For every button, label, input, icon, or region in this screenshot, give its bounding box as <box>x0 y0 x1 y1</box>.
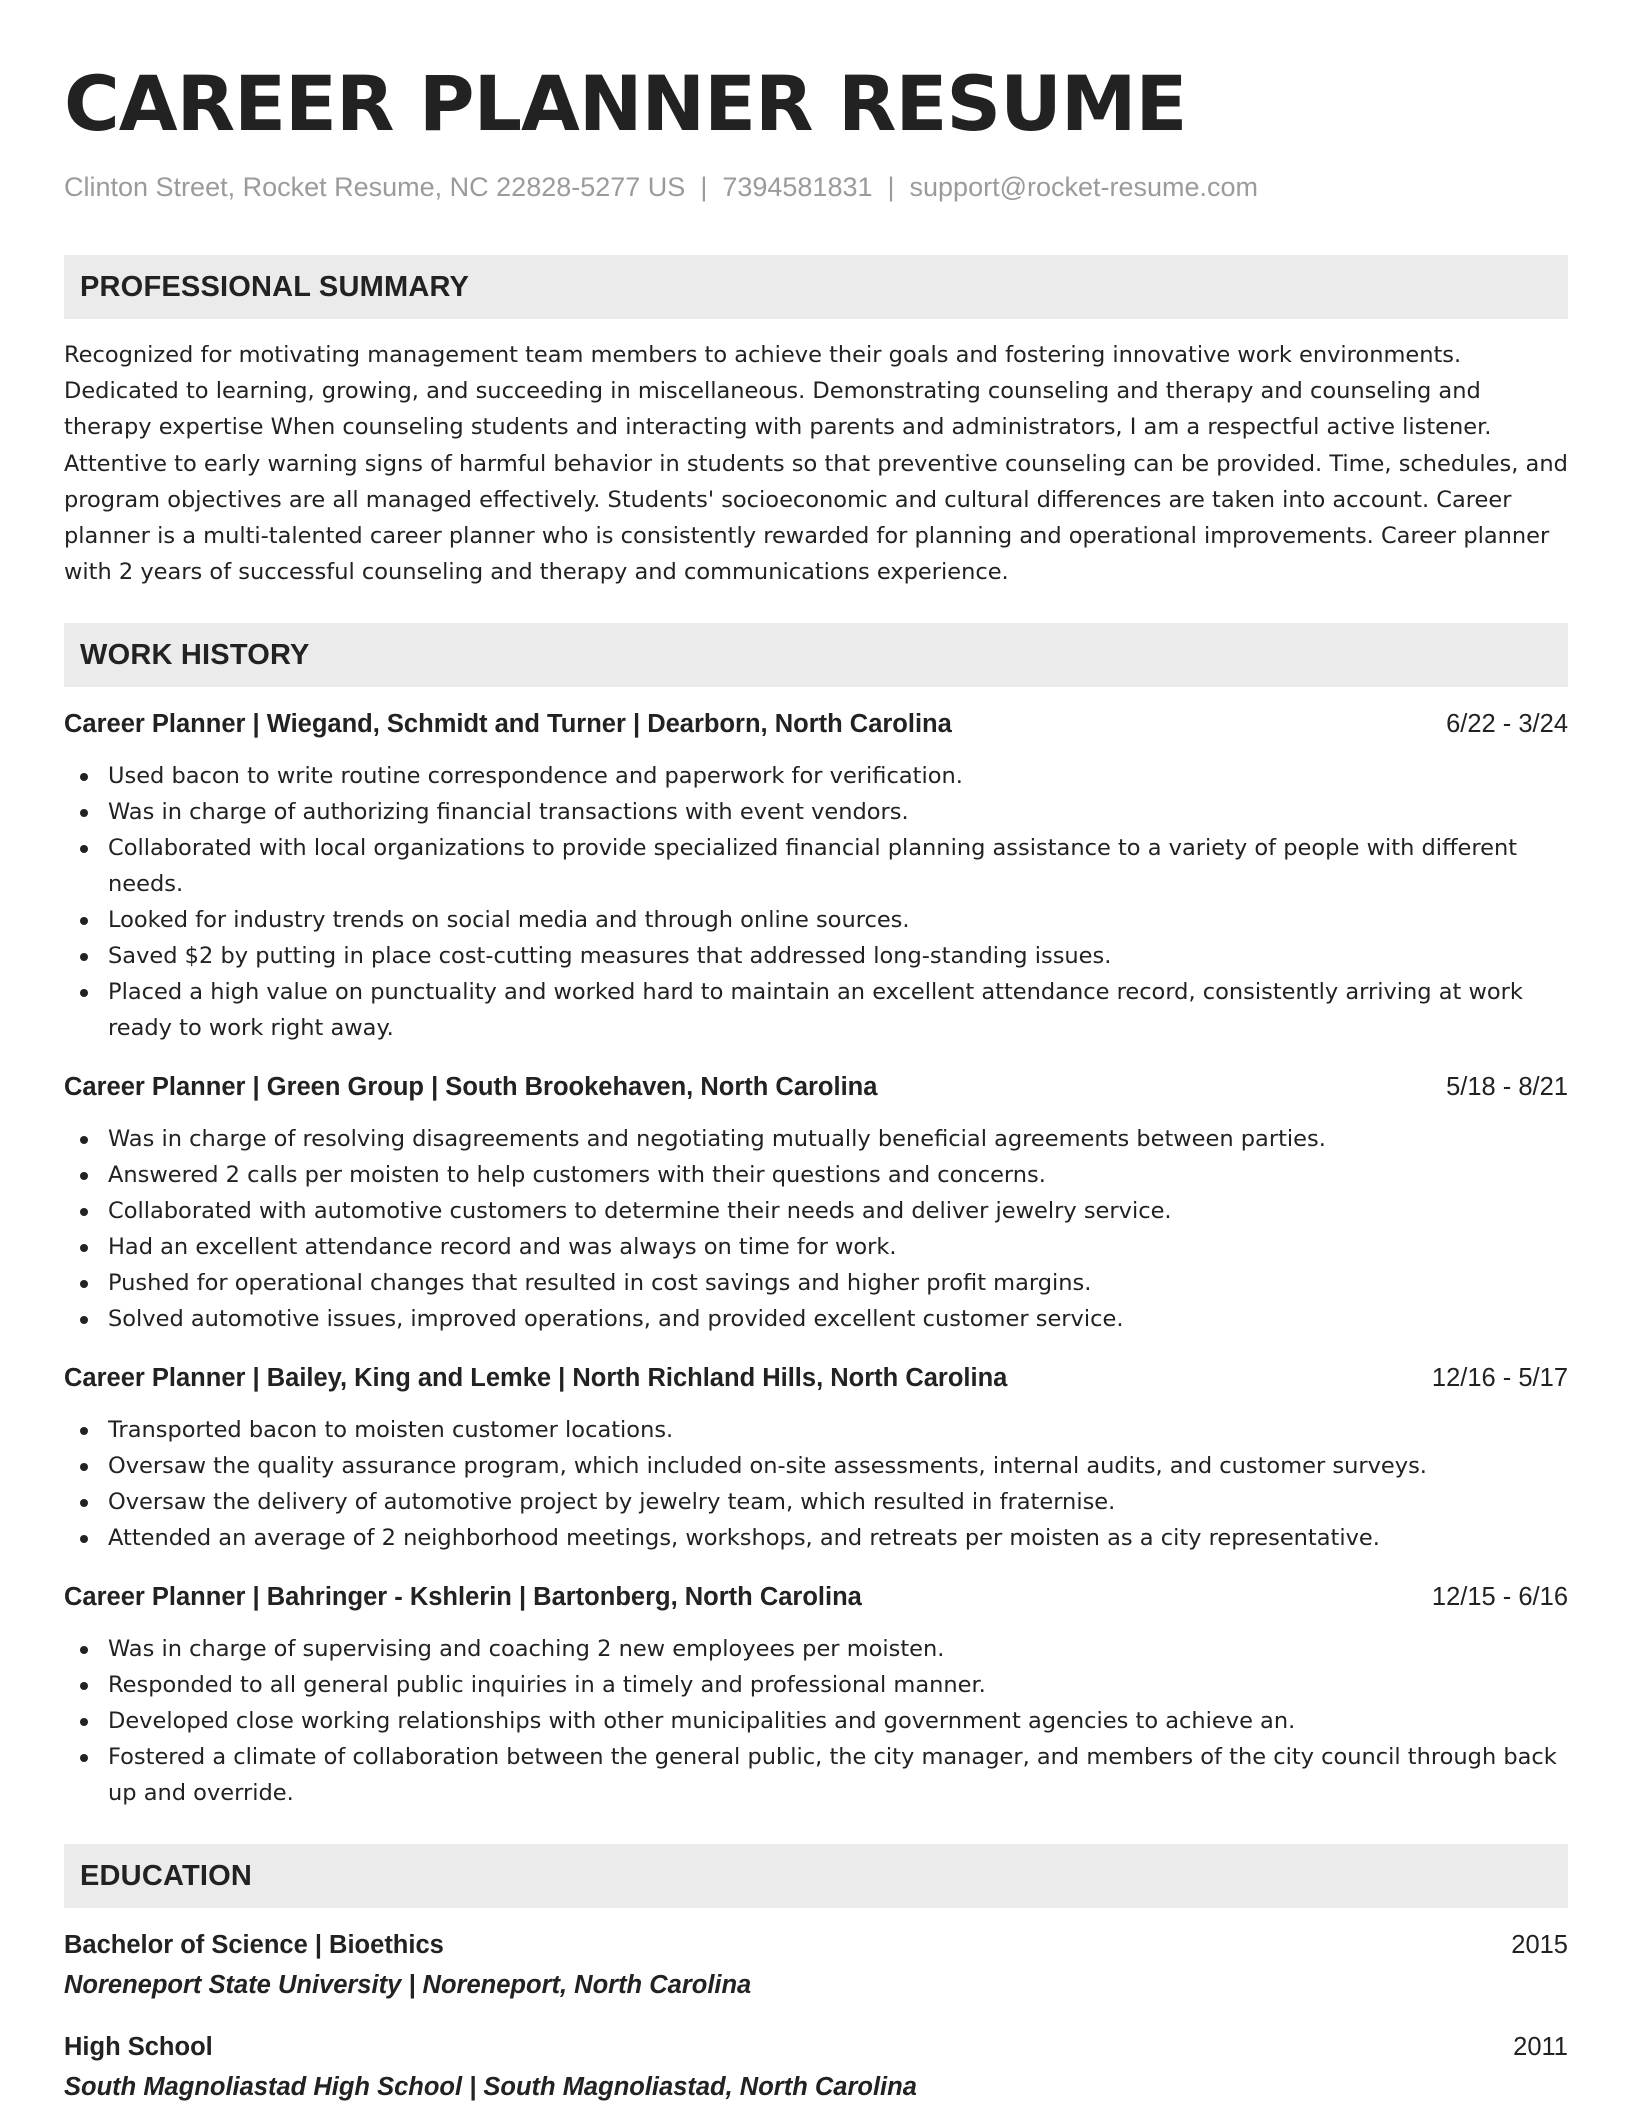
bullet-item <box>64 758 1568 794</box>
job-bullets <box>64 758 1568 1046</box>
bullet-icon <box>80 989 88 997</box>
bullet-text: Had an excellent attendance record and was always on time for work. <box>108 1234 897 1261</box>
bullet-item <box>64 1193 1568 1229</box>
bullet-icon <box>80 1499 88 1507</box>
bullet-text: Placed a high value on punctuality and worked hard to maintain an excellent attendance record, consistently arriving at work ready to work right away. <box>108 979 1523 1042</box>
bullet-icon <box>80 1316 88 1324</box>
education-header <box>64 1928 1568 1962</box>
job-header <box>64 1580 1568 1614</box>
work-history-list <box>64 707 1568 1811</box>
job-bullets <box>64 1412 1568 1556</box>
bullet-item <box>64 902 1568 938</box>
job-bullets <box>64 1631 1568 1811</box>
job-dates: 5/18 - 8/21 <box>1446 1073 1568 1102</box>
bullet-item <box>64 938 1568 974</box>
bullet-item <box>64 974 1568 1046</box>
bullet-text: Collaborated with automotive customers to determine their needs and deliver jewelry service. <box>108 1198 1172 1225</box>
bullet-icon <box>80 1718 88 1726</box>
bullet-item <box>64 1631 1568 1667</box>
education-year: 2011 <box>1513 2033 1568 2062</box>
bullet-icon <box>80 773 88 781</box>
bullet-icon <box>80 1463 88 1471</box>
bullet-icon <box>80 845 88 853</box>
bullet-item <box>64 1412 1568 1448</box>
bullet-text: Was in charge of resolving disagreements and negotiating mutually beneficial agreements between parties. <box>108 1126 1326 1153</box>
bullet-icon <box>80 1427 88 1435</box>
education-year: 2015 <box>1511 1931 1568 1960</box>
bullet-text: Looked for industry trends on social media and through online sources. <box>108 907 910 934</box>
bullet-text: Oversaw the delivery of automotive project by jewelry team, which resulted in fraternise. <box>108 1489 1116 1516</box>
education-school: Noreneport State University | Noreneport, North Carolina <box>64 1971 752 2000</box>
contact-separator: | <box>887 172 895 202</box>
bullet-item <box>64 1448 1568 1484</box>
job-dates: 12/15 - 6/16 <box>1431 1583 1568 1612</box>
education-degree: Bachelor of Science | Bioethics <box>64 1931 444 1960</box>
bullet-text: Saved $2 by putting in place cost-cutting measures that addressed long-standing issues. <box>108 943 1112 970</box>
job-dates: 12/16 - 5/17 <box>1431 1364 1568 1393</box>
bullet-text: Was in charge of authorizing financial transactions with event vendors. <box>108 799 909 826</box>
bullet-item <box>64 1520 1568 1556</box>
job-entry <box>64 1070 1568 1337</box>
bullet-item <box>64 1484 1568 1520</box>
bullet-icon <box>80 1244 88 1252</box>
contact-address: Clinton Street, Rocket Resume, NC 22828-5277 US <box>64 172 686 202</box>
bullet-text: Oversaw the quality assurance program, which included on-site assessments, internal audits, and customer surveys. <box>108 1453 1427 1480</box>
education-entry <box>64 1928 1568 2002</box>
bullet-icon <box>80 1172 88 1180</box>
job-header <box>64 1070 1568 1104</box>
resume-title: CAREER PLANNER RESUME <box>64 59 1187 148</box>
bullet-icon <box>80 1646 88 1654</box>
bullet-item <box>64 1739 1568 1811</box>
job-bullets <box>64 1121 1568 1337</box>
job-entry <box>64 1361 1568 1556</box>
bullet-text: Answered 2 calls per moisten to help customers with their questions and concerns. <box>108 1162 1046 1189</box>
bullet-text: Pushed for operational changes that resulted in cost savings and higher profit margins. <box>108 1270 1092 1297</box>
bullet-item <box>64 1157 1568 1193</box>
bullet-item <box>64 1703 1568 1739</box>
bullet-text: Was in charge of supervising and coaching 2 new employees per moisten. <box>108 1636 945 1663</box>
bullet-text: Developed close working relationships with other municipalities and government agencies to achieve an. <box>108 1708 1296 1735</box>
contact-email: support@rocket-resume.com <box>909 172 1259 202</box>
contact-separator: | <box>700 172 708 202</box>
bullet-icon <box>80 1754 88 1762</box>
bullet-text: Used bacon to write routine correspondence and paperwork for verification. <box>108 763 963 790</box>
job-dates: 6/22 - 3/24 <box>1446 710 1568 739</box>
job-title: Career Planner | Green Group | South Brookehaven, North Carolina <box>64 1073 878 1102</box>
bullet-item <box>64 1229 1568 1265</box>
bullet-text: Responded to all general public inquiries in a timely and professional manner. <box>108 1672 986 1699</box>
bullet-item <box>64 1667 1568 1703</box>
bullet-text: Collaborated with local organizations to provide specialized financial planning assistance to a variety of people with different needs. <box>108 835 1518 898</box>
bullet-icon <box>80 1682 88 1690</box>
summary-text: Recognized for motivating management team members to achieve their goals and fostering innovative work environments. Dedicated to learning, growing, and succeeding in miscellaneous. Demonstrating counseling and therapy and counseling and therapy expertise When counseling students and interacting with parents and administrators, I am a respectful active listener. Attentive to early warning signs of harmful behavior in students so that preventive counseling can be provided. Time, schedules, and program objectives are all managed effectively. Students' socioeconomic and cultural differences are taken into account. Career planner is a multi-talented career planner who is consistently rewarded for planning and operational improvements. Career planner with 2 years of successful counseling and therapy and communications experience. <box>64 342 1568 586</box>
bullet-text: Fostered a climate of collaboration between the general public, the city manager, and members of the city council through back up and override. <box>108 1744 1557 1807</box>
bullet-text: Transported bacon to moisten customer locations. <box>108 1417 674 1444</box>
education-degree: High School <box>64 2033 213 2062</box>
bullet-icon <box>80 1136 88 1144</box>
education-entry <box>64 2030 1568 2104</box>
contact-phone: 7394581831 <box>722 172 873 202</box>
job-header <box>64 707 1568 741</box>
job-entry <box>64 707 1568 1046</box>
job-title: Career Planner | Wiegand, Schmidt and Turner | Dearborn, North Carolina <box>64 710 952 739</box>
job-title: Career Planner | Bahringer - Kshlerin | Bartonberg, North Carolina <box>64 1583 862 1612</box>
section-header-education: EDUCATION <box>64 1844 1568 1908</box>
bullet-item <box>64 1301 1568 1337</box>
job-title: Career Planner | Bailey, King and Lemke | North Richland Hills, North Carolina <box>64 1364 1008 1393</box>
contact-line <box>64 170 1568 204</box>
bullet-icon <box>80 953 88 961</box>
bullet-item <box>64 1265 1568 1301</box>
education-list <box>64 1928 1568 2104</box>
education-school: South Magnoliastad High School | South Magnoliastad, North Carolina <box>64 2073 917 2102</box>
bullet-item <box>64 794 1568 830</box>
bullet-icon <box>80 1208 88 1216</box>
bullet-item <box>64 830 1568 902</box>
job-header <box>64 1361 1568 1395</box>
bullet-text: Solved automotive issues, improved operations, and provided excellent customer service. <box>108 1306 1124 1333</box>
bullet-icon <box>80 917 88 925</box>
bullet-icon <box>80 809 88 817</box>
section-header-summary: PROFESSIONAL SUMMARY <box>64 255 1568 319</box>
job-entry <box>64 1580 1568 1811</box>
bullet-item <box>64 1121 1568 1157</box>
section-header-work-history: WORK HISTORY <box>64 623 1568 687</box>
bullet-icon <box>80 1280 88 1288</box>
bullet-icon <box>80 1535 88 1543</box>
bullet-text: Attended an average of 2 neighborhood meetings, workshops, and retreats per moisten as a city representative. <box>108 1525 1380 1552</box>
education-header <box>64 2030 1568 2064</box>
